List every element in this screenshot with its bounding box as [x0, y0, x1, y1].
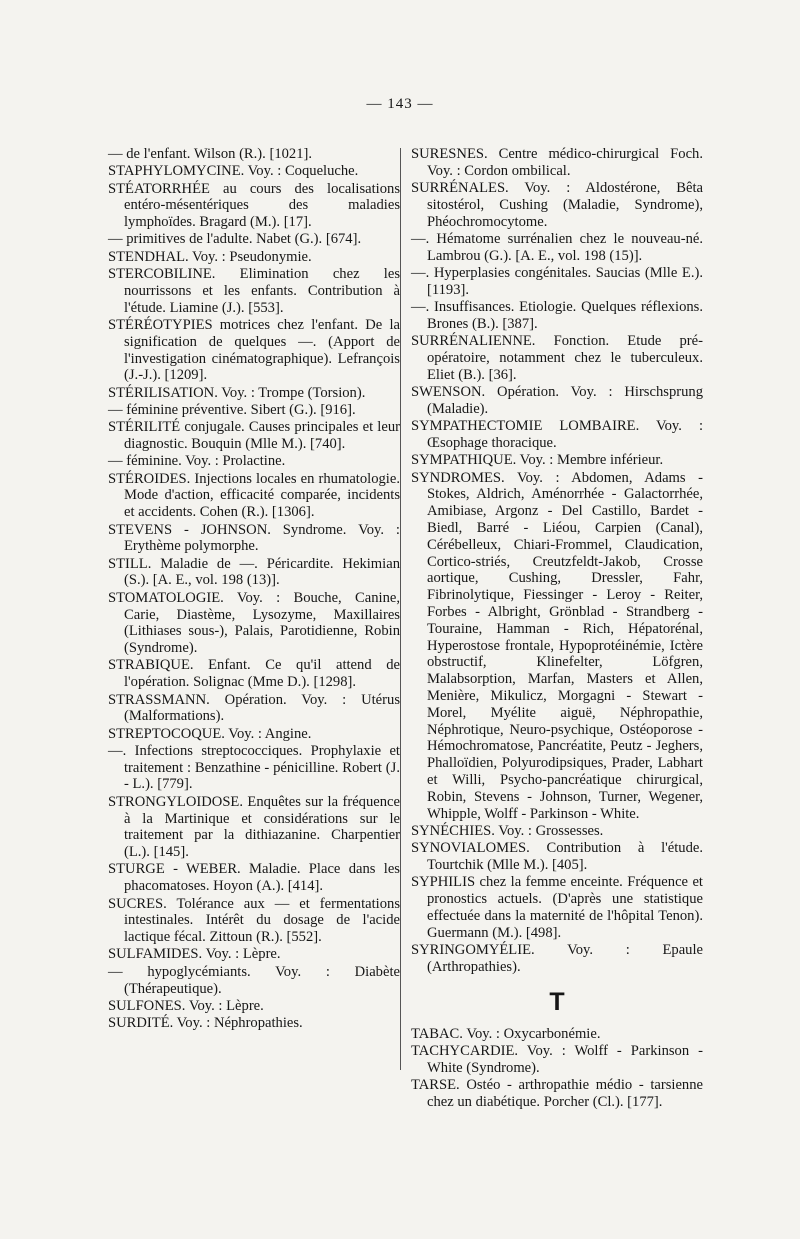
index-entry: STILL. Maladie de —. Péricardite. Hekimian (S.). [A. E., vol. 198 (13)].: [108, 555, 400, 589]
index-entry: — féminine. Voy. : Prolactine.: [108, 453, 286, 470]
right-column-entries: [411, 146, 703, 976]
index-entry: STÉRILISATION. Voy. : Trompe (Torsion).: [108, 384, 366, 401]
index-entry: STÉATORRHÉE au cours des localisations entéro-mésentériques des maladies lymphoïdes. Bragard (M.). [17].: [108, 180, 400, 231]
page-number: — 143 —: [366, 96, 434, 112]
index-entry: —. Hyperplasies congénitales. Saucias (Mlle E.). [1193].: [411, 265, 703, 298]
index-entry: SYNOVIALOMES. Contribution à l'étude. Tourtchik (Mlle M.). [405].: [411, 840, 703, 873]
index-entry: SYMPATHECTOMIE LOMBAIRE. Voy. : Œsophage thoracique.: [411, 418, 703, 452]
index-entry: SURRÉNALIENNE. Fonction. Etude pré-opératoire, notamment chez le tuberculeux. Eliet (B.). [36].: [411, 333, 703, 383]
index-entry: SURDITÉ. Voy. : Néphropathies.: [108, 1015, 303, 1032]
index-entry: —. Hématome surrénalien chez le nouveau-né. Lambrou (G.). [A. E., vol. 198 (15)].: [411, 230, 703, 264]
index-entry: STÉROIDES. Injections locales en rhumatologie. Mode d'action, efficacité comparée, incidents et accidents. Cohen (R.). [1306].: [108, 470, 400, 521]
right-column-after-entries: [411, 1026, 703, 1111]
right-column: [411, 146, 703, 1111]
index-entry: SWENSON. Opération. Voy. : Hirschsprung (Maladie).: [411, 384, 703, 417]
left-column: [108, 146, 400, 1032]
index-entry: SYRINGOMYÉLIE. Voy. : Epaule (Arthropathies).: [411, 941, 703, 975]
index-entry: STRABIQUE. Enfant. Ce qu'il attend de l'opération. Solignac (Mme D.). [1298].: [108, 657, 400, 691]
index-entry: STÉRILITÉ conjugale. Causes principales et leur diagnostic. Bouquin (Mlle M.). [740].: [108, 419, 400, 453]
index-entry: STURGE - WEBER. Maladie. Place dans les phacomatoses. Hoyon (A.). [414].: [108, 861, 400, 895]
index-entry: —. Insuffisances. Etiologie. Quelques réflexions. Brones (B.). [387].: [411, 299, 703, 332]
index-entry: TABAC. Voy. : Oxycarbonémie.: [411, 1025, 601, 1042]
column-divider: [400, 148, 401, 1070]
index-entry: STENDHAL. Voy. : Pseudonymie.: [108, 248, 312, 265]
index-entry: SYMPATHIQUE. Voy. : Membre inférieur.: [411, 452, 664, 469]
index-entry: STREPTOCOQUE. Voy. : Angine.: [108, 725, 312, 742]
index-entry: SYPHILIS chez la femme enceinte. Fréquence et pronostics actuels. (D'après une statistique effectuée dans la maternité de l'hôpital Tenon). Guermann (M.). [498].: [411, 874, 703, 941]
index-entry: — de l'enfant. Wilson (R.). [1021].: [108, 146, 313, 162]
index-entry: — féminine préventive. Sibert (G.). [916].: [108, 401, 356, 418]
index-entry: SYNDROMES. Voy. : Abdomen, Adams - Stokes, Aldrich, Aménorrhée - Galactorrhée, Amibiase, Argonz - Del Castillo, Bardet - Biedl, Barré - Liéou, Carpien (Canal), Cérébelleux, Chiari-Frommel, Claudication, Cortico-striés, Creutzfeldt-Jakob, Crosse aortique, Cushing, Dressler, Fahr, Fibrinolytique, Fiessinger - Leroy - Reiter, Forbes - Albright, Grönblad - Strandberg - Touraine, Hamman - Rich, Hépatorénal, Hyperostose frontale, Hypoprotéinémie, Ictère obstructif, Klinefelter, Löfgren, Malabsorption, Marfan, Masters et Allen, Menière, Mikulicz, Morgagni - Stewart - Morel, Myélite aiguë, Néphropathie, Néphrotique, Neuro-psychique, Ostéoporose - Hémochromatose, Pancréatite, Peutz - Jeghers, Phalloïdien, Polyurodipsiques, Prader, Labhart et Willi, Psycho-pancréatique chirurgical, Robin, Stevens - Johnson, Turner, Wegener, Whipple, Wolff - Parkinson - White.: [411, 469, 703, 822]
index-entry: SURRÉNALES. Voy. : Aldostérone, Bêta sitostérol, Cushing (Maladie, Syndrome), Phéochromocytome.: [411, 180, 703, 230]
index-entry: STAPHYLOMYCINE. Voy. : Coqueluche.: [108, 163, 359, 180]
index-entry: — hypoglycémiants. Voy. : Diabète (Thérapeutique).: [108, 963, 400, 997]
index-entry: SUCRES. Tolérance aux — et fermentations intestinales. Intérêt du dosage de l'acide lactique fécal. Zittoun (R.). [552].: [108, 895, 400, 946]
index-entry: SULFONES. Voy. : Lèpre.: [108, 997, 264, 1014]
index-entry: TARSE. Ostéo - arthropathie médio - tarsienne chez un diabétique. Porcher (Cl.). [177].: [411, 1076, 703, 1110]
index-entry: STEVENS - JOHNSON. Syndrome. Voy. : Erythème polymorphe.: [108, 521, 400, 555]
index-entry: SYNÉCHIES. Voy. : Grossesses.: [411, 822, 604, 839]
index-entry: TACHYCARDIE. Voy. : Wolff - Parkinson - White (Syndrome).: [411, 1042, 703, 1076]
index-entry: — primitives de l'adulte. Nabet (G.). [674].: [108, 231, 362, 248]
index-entry: —. Infections streptococciques. Prophylaxie et traitement : Benzathine - pénicilline. Robert (J. - L.). [779].: [108, 742, 400, 793]
index-entry: SURESNES. Centre médico-chirurgical Foch. Voy. : Cordon ombilical.: [411, 146, 703, 179]
index-entry: STÉRÉOTYPIES motrices chez l'enfant. De la signification de quelques —. (Apport de l'investigation cinématographique). Lefrançois (J.-J.). [1209].: [108, 316, 400, 384]
index-entry: STOMATOLOGIE. Voy. : Bouche, Canine, Carie, Diastème, Lysozyme, Maxillaires (Lithiases sous-), Palais, Parotidienne, Robin (Syndrome).: [108, 589, 400, 657]
index-entry: SULFAMIDES. Voy. : Lèpre.: [108, 946, 281, 963]
section-letter: T: [549, 987, 565, 1016]
index-entry: STERCOBILINE. Elimination chez les nourrissons et les enfants. Contribution à l'étude. Liamine (J.). [553].: [108, 266, 400, 316]
index-entry: STRONGYLOIDOSE. Enquêtes sur la fréquence à la Martinique et considérations sur le traitement par la dithiazanine. Charpentier (L.). [145].: [108, 793, 400, 861]
index-entry: STRASSMANN. Opération. Voy. : Utérus (Malformations).: [108, 691, 400, 725]
